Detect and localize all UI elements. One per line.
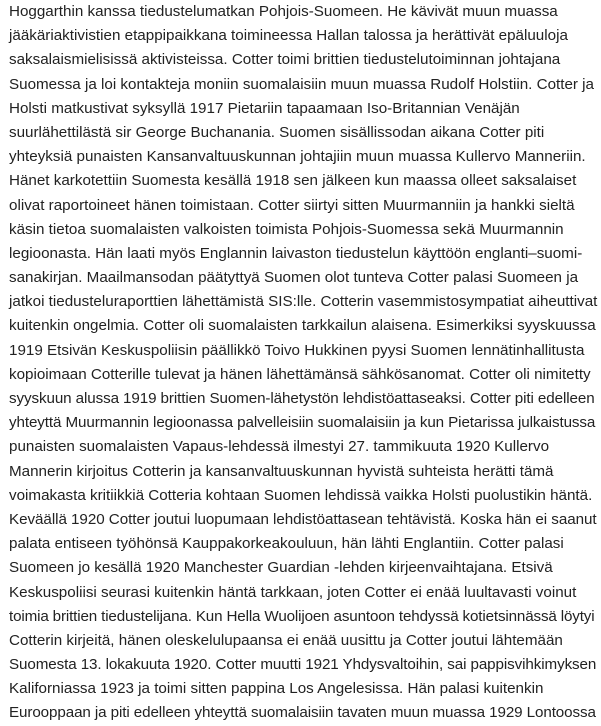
- text-line: jääkäriaktivistien etappipaikkana toimineessa Hallan talossa ja herättivät epäluuloja: [9, 27, 568, 45]
- text-line: yhteyksiä punaisten Kansanvaltuuskunnan johtajiin muun muassa Kullervo Manneriin.: [9, 148, 586, 166]
- article-text: [9, 0, 597, 726]
- text-line: suurlähettilästä sir George Buchanania. Suomen sisällissodan aikana Cotter piti: [9, 123, 545, 141]
- text-line: kopioimaan Cotterille tulevat ja hänen lähettämänsä sähkösanomat. Cotter oli nimitetty: [9, 365, 591, 383]
- text-line: voimakasta kritiikkiä Cotteria kohtaan Suomen lehdissä vaikka Holsti puolustikin häntä.: [9, 486, 593, 504]
- text-line: saksalaismielisissä aktivisteissa. Cotter toimi brittien tiedustelutoiminnan johtajana: [9, 51, 561, 69]
- text-line: Kaliforniassa 1923 ja toimi sitten pappina Los Angelesissa. Hän palasi kuitenkin: [9, 680, 544, 698]
- text-line: Keskuspoliisi seurasi kuitenkin häntä tarkkaan, joten Cotter ei enää luultavasti voinut: [9, 583, 577, 601]
- text-line: sanakirjan. Maailmansodan päätyttyä Suomen olot tunteva Cotter palasi Suomeen ja: [9, 269, 579, 287]
- text-line: jatkoi tiedusteluraporttien lähettämistä SIS:lle. Cotterin vasemmistosympatiat aiheuttivat: [9, 293, 598, 311]
- text-line: Hoggarthin kanssa tiedustelumatkan Pohjois-Suomeen. He kävivät muun muassa: [9, 3, 558, 20]
- text-line: kuitenkin ongelmia. Cotter oli suomalaisten tarkkailun alaisena. Esimerkiksi syyskuussa: [9, 317, 596, 335]
- text-line: syyskuun alussa 1919 brittien Suomen-lähetystön lehdistöattaseaksi. Cotter piti edelleen: [9, 390, 595, 407]
- text-line: Cotterin kirjeitä, hänen oleskelulupaansa ei enää uusittu ja Cotter joutui lähtemään: [9, 631, 563, 649]
- text-line: olivat raportoineet hänen toimistaan. Cotter siirtyi sitten Muurmanniin ja hankki sieltä: [9, 196, 575, 214]
- text-line: yhteyttä Muurmannin legioonassa palvelleisiin suomalaisiin ja kun Pietarissa julkaistussa: [9, 414, 596, 432]
- text-line: Holsti matkustivat syksyllä 1917 Pietariin tapaamaan Iso-Britannian Venäjän: [9, 99, 520, 117]
- text-line: Suomesta 13. lokakuuta 1920. Cotter muutti 1921 Yhdysvaltoihin, sai pappisvihkimyksen: [9, 656, 597, 674]
- text-line: käsin tietoa suomalaisten valkoisten toimista Pohjois-Suomessa sekä Muurmannin: [9, 220, 564, 238]
- text-line: Hänet karkotettiin Suomesta kesällä 1918 sen jälkeen kun maassa olleet saksalaiset: [9, 172, 577, 190]
- text-line: palata entiseen työhönsä Kauppakorkeakouluun, hän lähti Englantiin. Cotter palasi: [9, 535, 564, 553]
- text-line: punaisten suomalaisten Vapaus-lehdessä ilmestyi 27. tammikuuta 1920 Kullervo: [9, 438, 550, 456]
- text-line: 1919 Etsivän Keskuspoliisin päällikkö Toivo Hukkinen pyysi Suomen lennätinhallitusta: [9, 341, 585, 359]
- text-line: Suomeen jo kesällä 1920 Manchester Guardian -lehden kirjeenvaihtajana. Etsivä: [9, 559, 553, 577]
- text-line: Mannerin kirjoitus Cotterin ja kansanvaltuuskunnan hyvistä suhteista herätti tämä: [9, 462, 554, 480]
- text-line: legioonasta. Hän laati myös Englannin laivaston tiedustelun käyttöön englanti–suomi-: [9, 244, 583, 262]
- text-line: Suomessa ja loi kontakteja moniin suomalaisiin muun muassa Rudolf Holstiin. Cotter ja: [9, 75, 594, 93]
- text-line: Keväällä 1920 Cotter joutui luopumaan lehdistöattasean tehtävistä. Koska hän ei saanut: [9, 510, 597, 528]
- text-line: toimia brittien tiedustelijana. Kun Hella Wuolijoen asuntoon tehdyssä kotietsinnässä löytyi: [9, 607, 595, 625]
- text-line: Eurooppaan ja piti edelleen yhteyttä suomalaisiin tavaten muun muassa 1929 Lontoossa: [9, 704, 596, 722]
